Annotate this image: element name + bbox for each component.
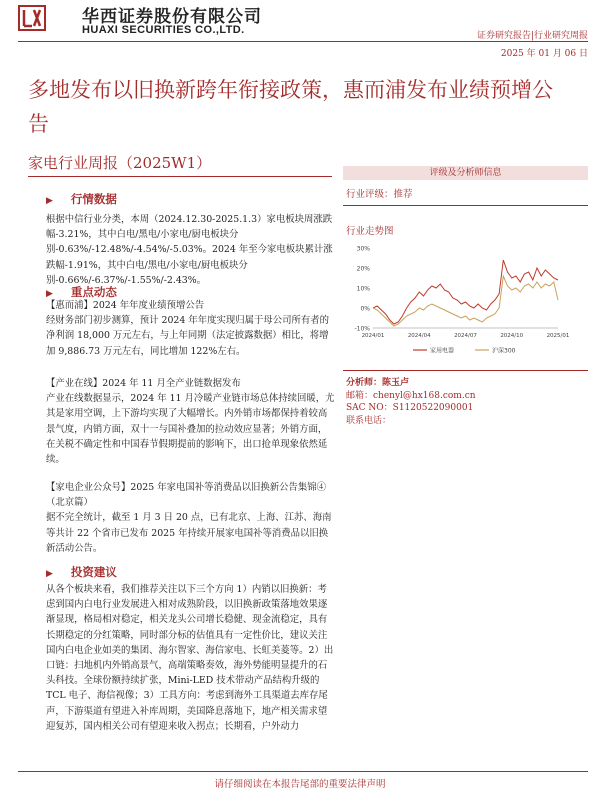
x-tick-label: 2024/10 — [500, 333, 524, 339]
bullet-icon: ▶ — [46, 196, 53, 206]
bullet-icon: ▶ — [46, 289, 53, 299]
y-tick-label: 30% — [356, 245, 370, 253]
panel-divider — [343, 370, 588, 371]
news-item-title: 【惠而浦】2024 年年度业绩预增公告 — [46, 300, 205, 311]
footer-divider — [18, 771, 588, 772]
x-tick-label: 2024/01 — [361, 333, 385, 339]
section-heading-advice: ▶ 投资建议 — [46, 565, 117, 579]
x-tick-label: 2025/01 — [546, 333, 570, 339]
report-type: 证券研究报告|行业研究周报 — [476, 31, 588, 41]
subtitle-divider — [28, 176, 332, 177]
trend-chart — [343, 242, 588, 360]
section-heading-news: ▶ 重点动态 — [46, 285, 117, 299]
news-item-text: 据不完全统计，截至 1 月 3 日 20 点，已有北京、上海、江苏、海南等共计 22 个省市已发布 2025 年持续开展家电国补等消费品以旧换新活动公告。 — [46, 512, 332, 554]
analyst-sac: SAC NO：S1120522090001 — [346, 403, 474, 413]
legend-label: 沪深300 — [492, 347, 516, 355]
rating-panel-header: 评级及分析师信息 — [343, 166, 588, 180]
market-text: 根据中信行业分类，本周（2024.12.30-2025.1.3）家电板块周涨跌幅-3.21%，其中白电/黑电/小家电/厨电板块分别-0.63%/-12.48%/-4.54%/-5.03%。2024 年至今家电板块累计涨跌幅-1.91%，其中白电/黑电/小家电/厨电板块分别-0.66%/-6.37%/-1.55%/-2.43%。 — [46, 214, 333, 286]
company-name-cn: 华西证券股份有限公司 — [82, 7, 262, 27]
trend-chart-svg — [343, 242, 588, 360]
y-tick-label: 20% — [356, 265, 370, 273]
panel-divider — [343, 205, 588, 206]
analyst-email[interactable]: 邮箱：chenyl@hx168.com.cn — [346, 390, 476, 401]
analyst-info — [346, 377, 476, 427]
report-subtitle: 家电行业周报（2025W1） — [28, 154, 212, 172]
footer-disclaimer: 请仔细阅读在本报告尾部的重要法律声明 — [214, 779, 386, 790]
header-divider — [18, 41, 588, 42]
news-block — [46, 480, 336, 556]
news-item-title: 【家电企业公众号】2025 年家电国补等消费品以旧换新公告集锦④（北京篇） — [46, 482, 326, 509]
news-item-title: 【产业在线】2024 年 11 月全产业链数据发布 — [46, 378, 241, 389]
y-tick-label: 0% — [360, 305, 370, 313]
news-item-text: 产业在线数据显示，2024 年 11 月冷暖产业链市场总体持续回暖，尤其是家用空调，上下游均实现了大幅增长。内外销市场都保持着较高景气度，内销方面，双十一与国补叠加的拉动效应显著；外销方面，在关税不确定性和中国春节假期提前的影响下，出口抢单现象依然延续。 — [46, 393, 335, 466]
rating-label: 行业评级： — [346, 189, 394, 200]
report-date: 2025 年 01 月 06 日 — [500, 49, 588, 59]
industry-rating — [346, 186, 413, 200]
advice-text: 从各个板块来看，我们推荐关注以下三个方向 1）内销以旧换新：考虑到国内白电行业发展进入相对成熟阶段，以旧换新政策落地效果逐渐显现，格局相对稳定，相关龙头公司增长稳健、现金流稳定，具有长期稳定的分红策略，同时部分标的估值具有一定性价比，建议关注国内白电企业如美的集团、海尔智家、海信家电、长虹美菱等。2）出口链：扫地机内外销高景气，高端策略奏效，海外势能明显提升的石头科技。全球份额持续扩张，Mini-LED 技术带动产品结构升级的 TCL 电子、海信视像；3）工具方向：考虑到海外工具渠道去库存尾声，下游渠道有望进入补库周期，美国降息落地下，地产相关需求望迎复苏，国内相关公司有望迎来收入拐点；长期看，户外动力 — [46, 584, 334, 732]
company-logo — [18, 4, 48, 32]
rating-panel — [343, 166, 588, 180]
section-heading-market: ▶ 行情数据 — [46, 192, 117, 206]
trend-label: 行业走势图 — [346, 226, 394, 237]
legend-label: 家用电器 — [430, 347, 455, 355]
news-block — [46, 298, 336, 359]
rating-value: 推荐 — [393, 189, 413, 200]
news-item-text: 经财务部门初步测算，预计 2024 年年度实现归属于母公司所有者的净利润 18,000 万元左右，与上年同期（法定披露数据）相比，将增加 9,886.73 万元左右，同比增加 122%左右。 — [46, 315, 329, 357]
bullet-icon: ▶ — [46, 569, 53, 579]
analyst-name: 分析师：陈玉卢 — [346, 378, 410, 388]
analyst-phone: 联系电话： — [346, 415, 392, 426]
report-title: 多地发布以旧换新跨年衔接政策，惠而浦发布业绩预增公告 — [28, 78, 553, 136]
news-block — [46, 376, 336, 467]
y-tick-label: 10% — [356, 285, 370, 293]
series-line-家用电器 — [373, 260, 558, 324]
x-tick-label: 2024/07 — [454, 333, 477, 339]
x-tick-label: 2024/04 — [407, 333, 431, 339]
y-tick-label: -10% — [354, 325, 370, 333]
company-name-en: HUAXI SECURITIES CO.,LTD. — [82, 24, 245, 36]
